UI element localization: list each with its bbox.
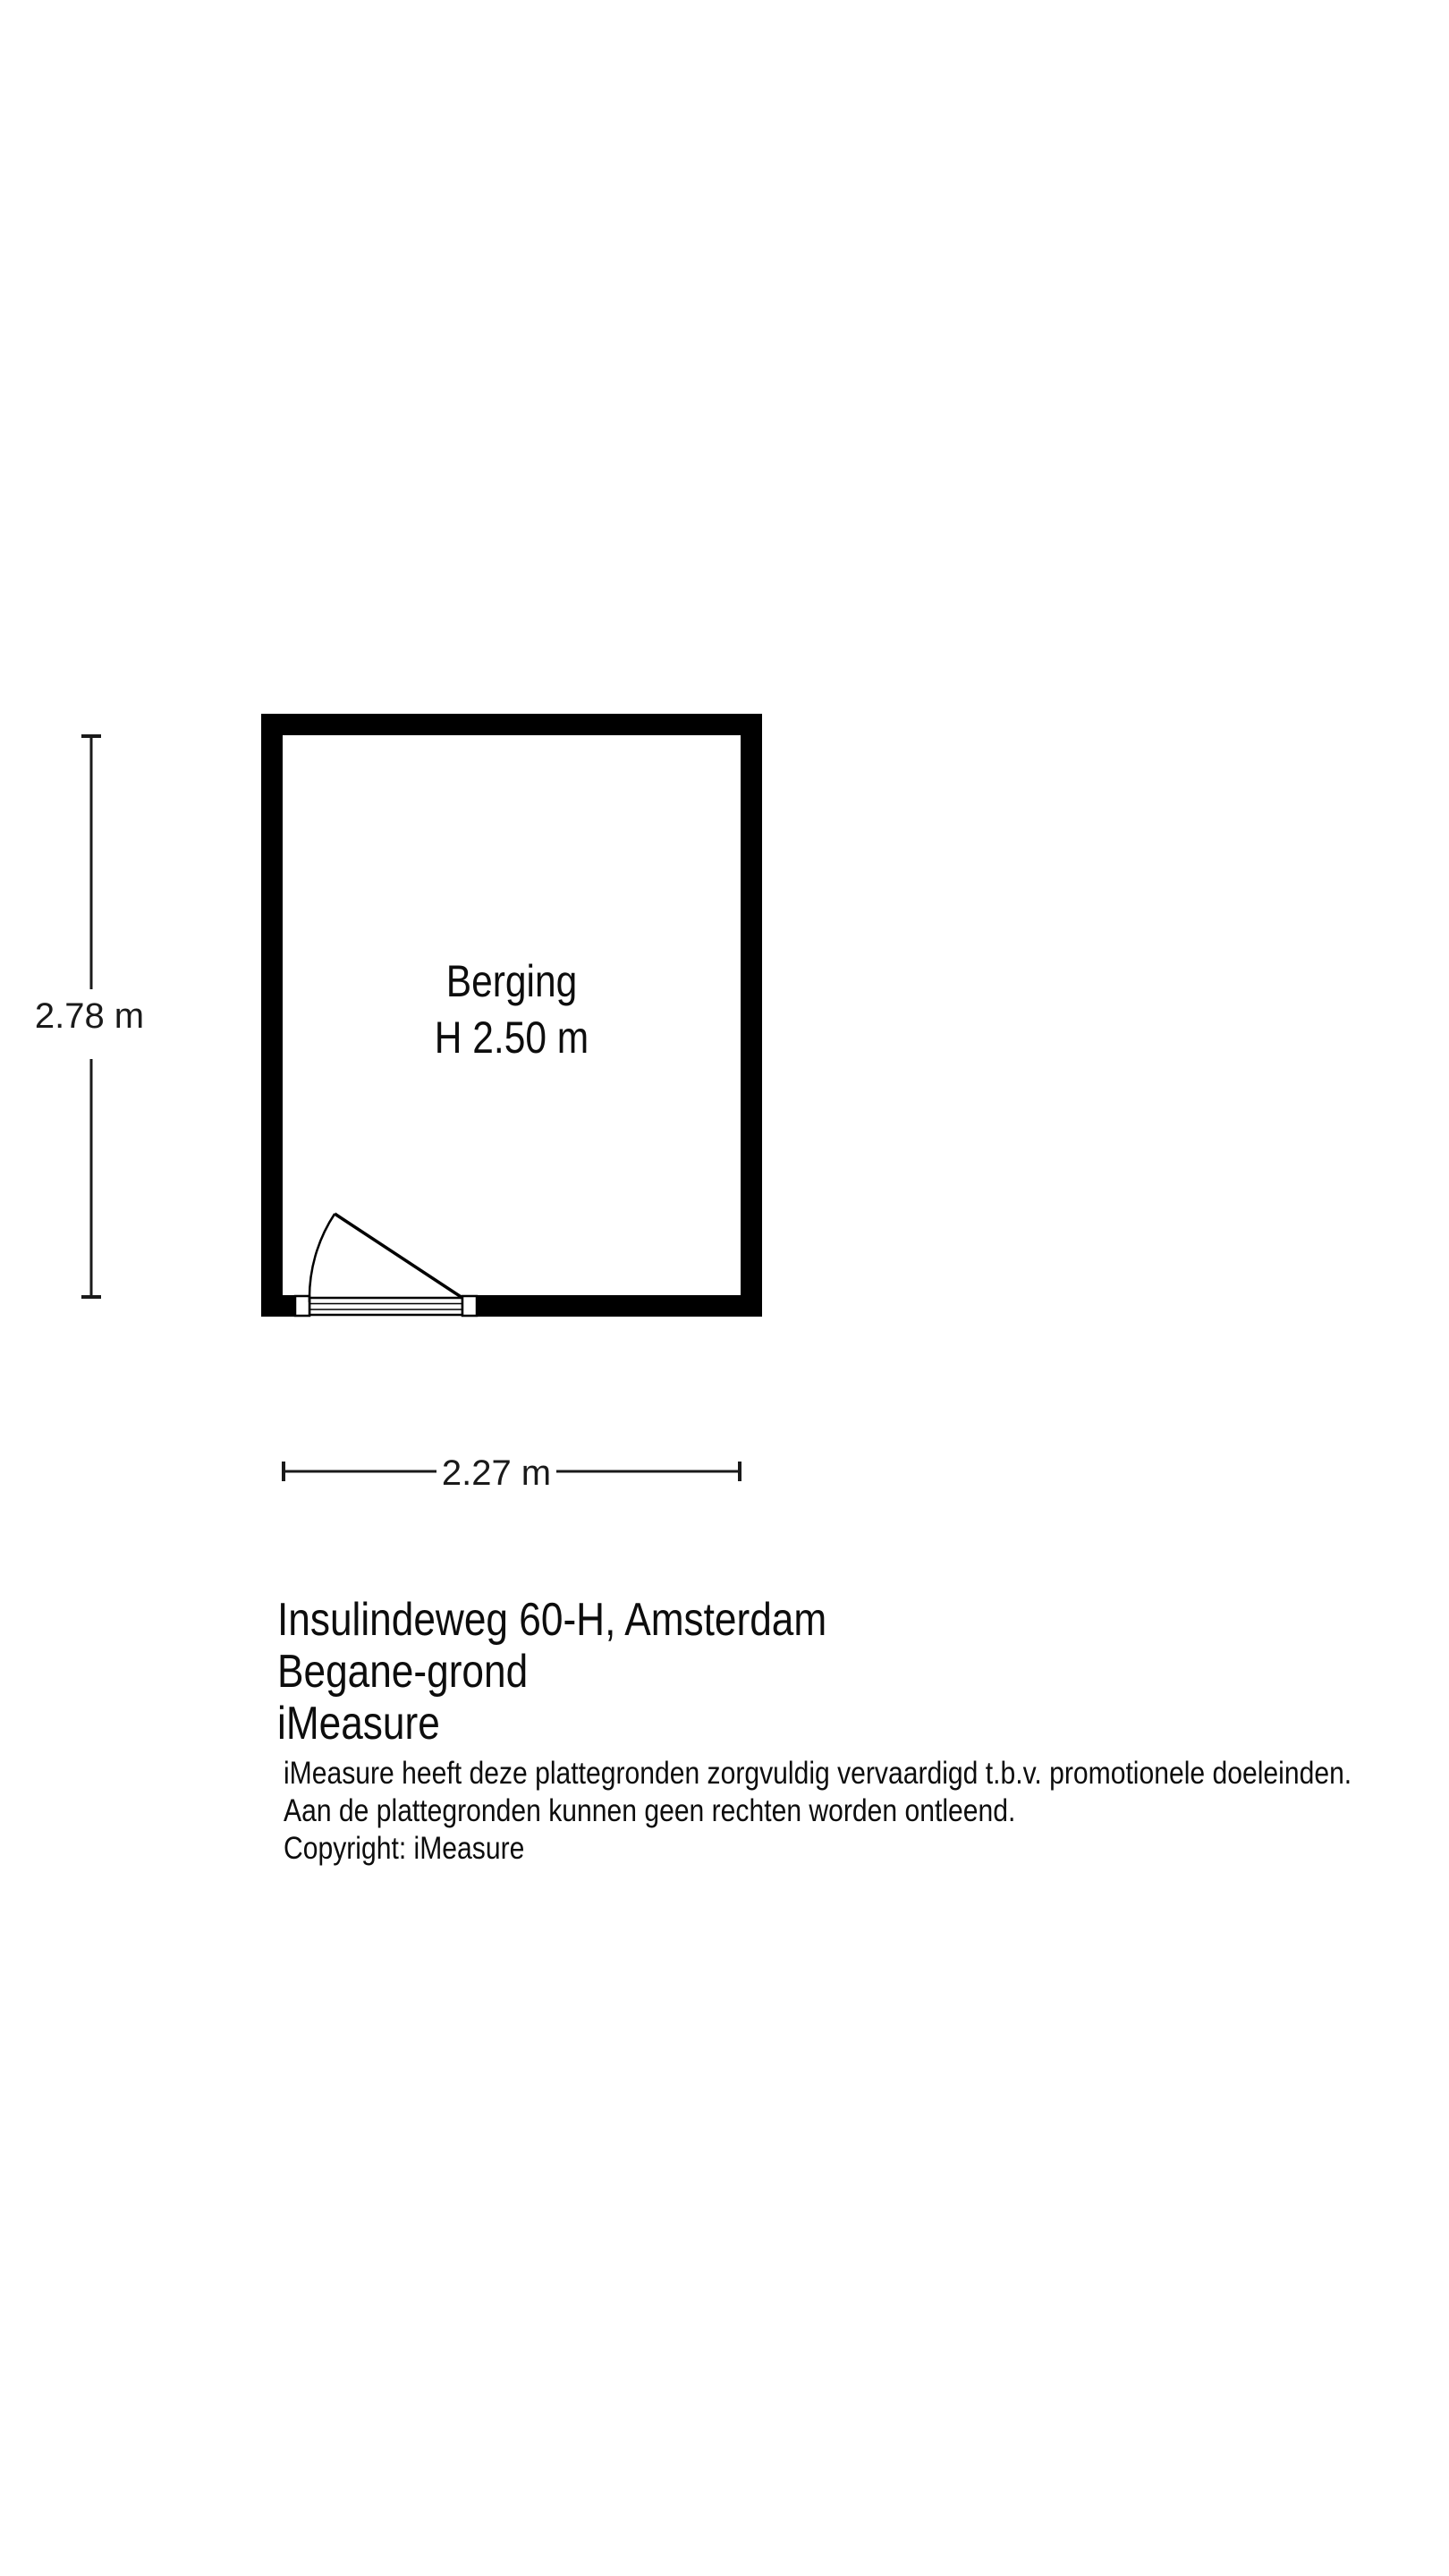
floor-name-line: Begane-grond [277,1646,529,1698]
disclaimer-line-3: Copyright: iMeasure [284,1831,525,1866]
disclaimer-line-2: Aan de plattegronden kunnen geen rechten worden ontleend. [284,1793,1016,1828]
room-height-label: H 2.50 m [434,1013,589,1063]
address-line: Insulindeweg 60-H, Amsterdam [277,1594,827,1646]
vertical-dimension-label: 2.78 m [34,996,145,1036]
horizontal-dimension-label: 2.27 m [441,1453,552,1493]
door-jamb-right [462,1296,477,1316]
disclaimer-line-1: iMeasure heeft deze plattegronden zorgvuldig vervaardigd t.b.v. promotionele doeleinden. [284,1756,1352,1791]
disclaimer-block [284,1755,1449,1868]
title-block [277,1594,924,1750]
door-threshold [309,1298,462,1315]
room-name-label: Berging [445,956,578,1006]
door-jamb-left [295,1296,309,1316]
brand-line: iMeasure [277,1698,440,1750]
room-label-group [283,953,741,1066]
